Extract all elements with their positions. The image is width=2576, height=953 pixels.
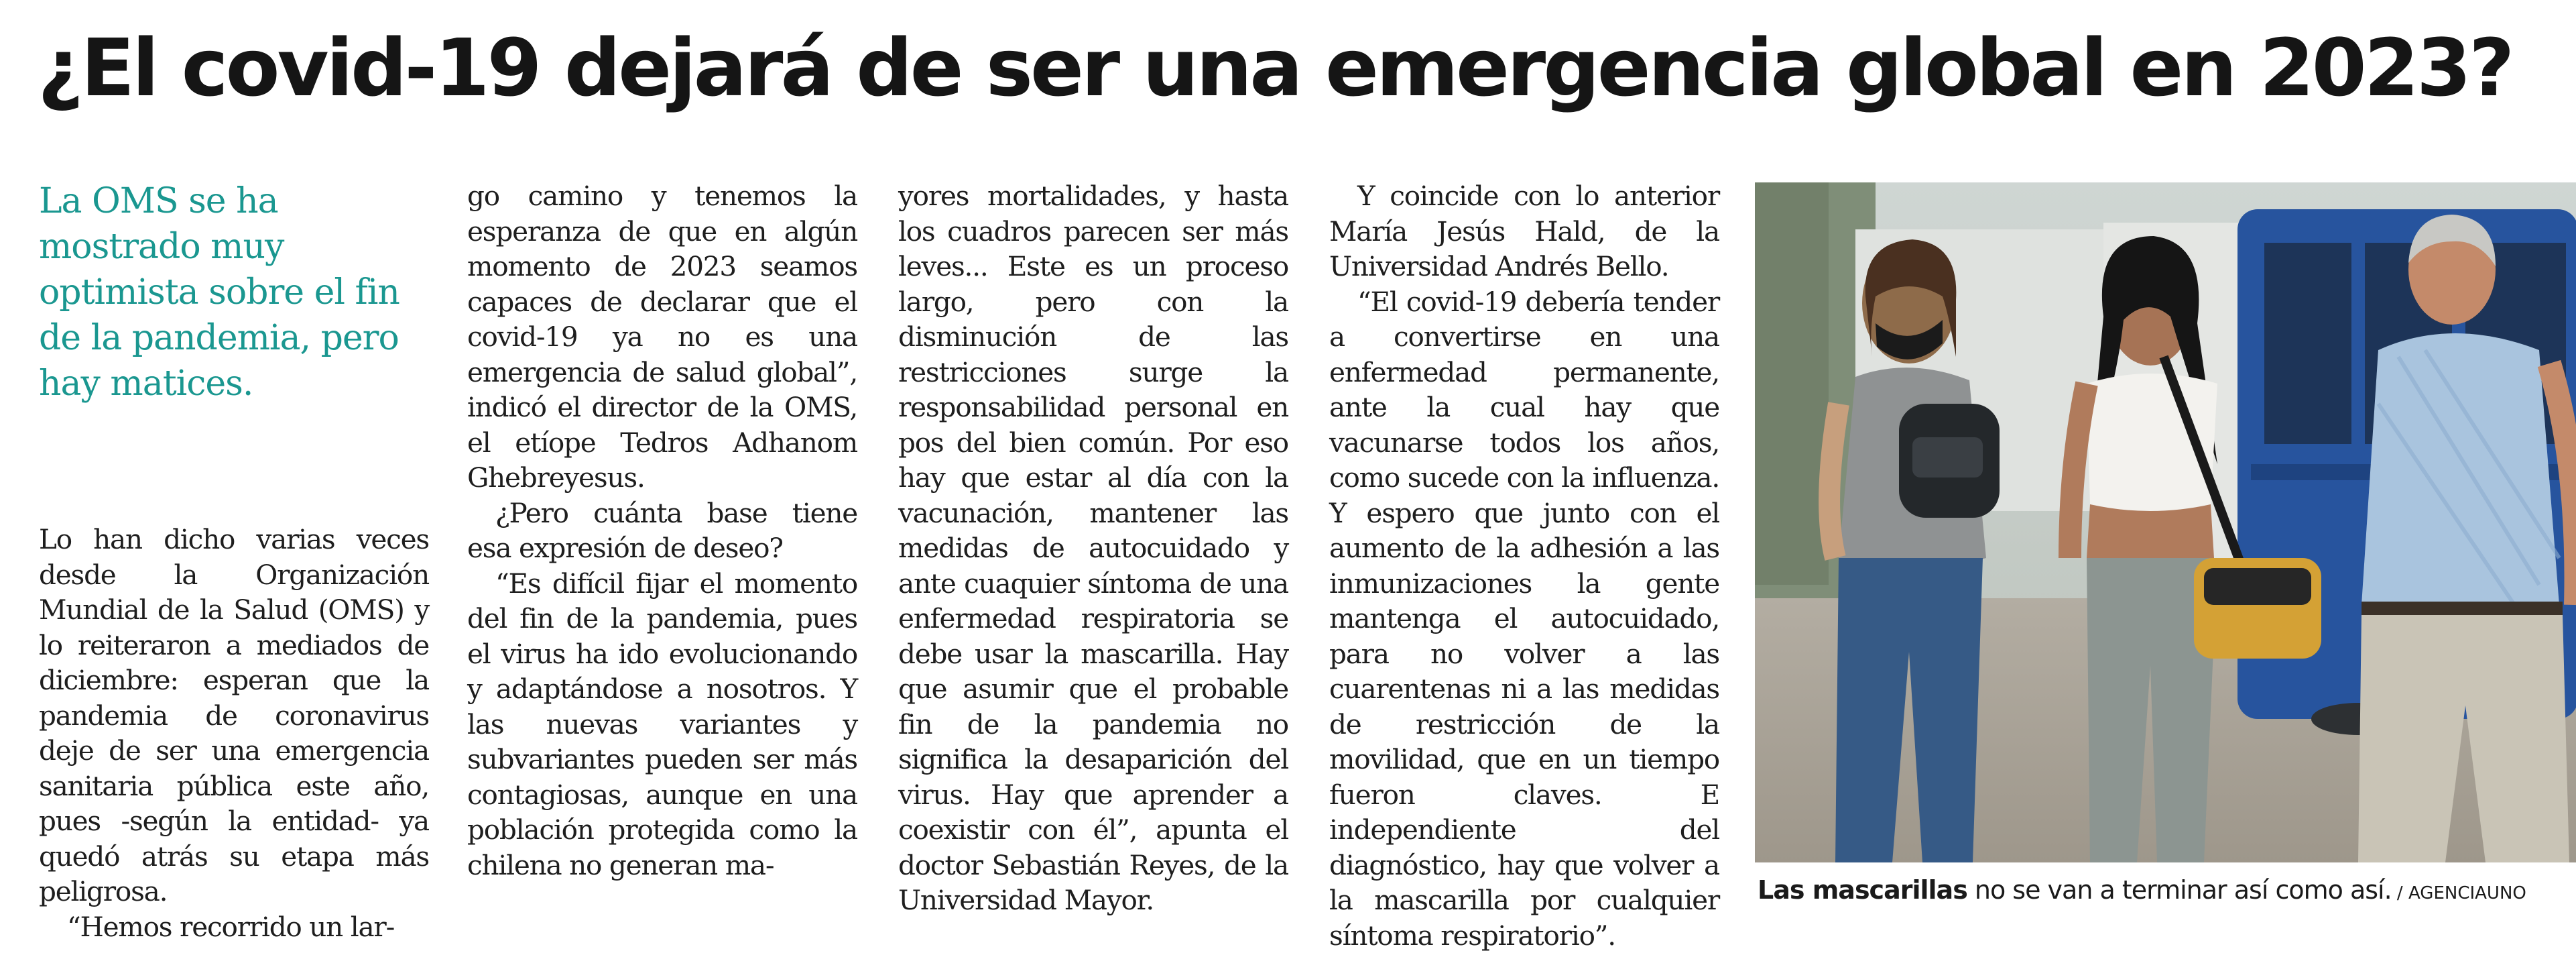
- caption-text: no se van a terminar así como así.: [1967, 875, 2392, 905]
- photo-caption: [1758, 873, 2575, 910]
- article-column-1: [39, 178, 429, 944]
- headline: ¿El covid-19 dejará de ser una emergencia global en 2023?: [38, 24, 2558, 111]
- lead-paragraph: La OMS se ha mostrado muy optimista sobre el fin de la pandemia, pero hay matices.: [39, 178, 429, 406]
- article-column-2: [467, 178, 857, 883]
- news-photo: [1755, 182, 2576, 862]
- article-column-4: [1329, 178, 1719, 953]
- article-paragraph: “Es difícil fijar el momento del fin de la pandemia, pues el virus ha ido evolucionando y adaptándose a nosotros. Y las nuevas variantes y subvariantes pueden ser más contagiosas, aunque en una población protegida como la chilena no generan ma-: [467, 566, 857, 883]
- article-paragraph: Y coincide con lo anterior María Jesús Hald, de la Universidad Andrés Bello.: [1329, 178, 1719, 284]
- caption-bold: Las mascarillas: [1758, 875, 1967, 905]
- article-paragraph: “Hemos recorrido un lar-: [39, 909, 429, 945]
- street-pedestrians-illustration: [1755, 182, 2576, 862]
- article-paragraph: Lo han dicho varias veces desde la Organización Mundial de la Salud (OMS) y lo reiteraron a mediados de diciembre: esperan que la pandemia de coronavirus deje de ser una emergencia sanitaria pública este año, pues -según la entidad- ya quedó atrás su etapa más peligrosa.: [39, 522, 429, 909]
- article-paragraph: ¿Pero cuánta base tiene esa expresión de deseo?: [467, 496, 857, 566]
- article-paragraph: yores mortalidades, y hasta los cuadros parecen ser más leves... Este es un proceso largo, pero con la disminución de las restricciones surge la responsabilidad personal en pos del bien común. Por eso hay que estar al día con la vacunación, mantener las medidas de autocuidado y ante cuaquier síntoma de una enfermedad respiratoria se debe usar la mascarilla. Hay que asumir que el probable fin de la pandemia no significa la desaparición del virus. Hay que aprender a coexistir con él”, apunta el doctor Sebastián Reyes, de la Universidad Mayor.: [898, 178, 1288, 918]
- article-column-3: [898, 178, 1288, 918]
- article-paragraph: “El covid-19 debería tender a convertirse en una enfermedad permanente, ante la cual hay que vacunarse todos los años, como sucede con la influenza. Y espero que junto con el aumento de la adhesión a las inmunizaciones la gente mantenga el autocuidado, para no volver a las cuarentenas ni a las medidas de restricción de la movilidad, que en un tiempo fueron claves. E independiente del diagnóstico, hay que volver a la mascarilla por cualquier síntoma respiratorio”.: [1329, 284, 1719, 953]
- photo-credit: / AGENCIAUNO: [2392, 883, 2526, 903]
- article-paragraph: go camino y tenemos la esperanza de que en algún momento de 2023 seamos capaces de declarar que el covid-19 ya no es una emergencia de salud global”, indicó el director de la OMS, el etíope Tedros Adhanom Ghebreyesus.: [467, 178, 857, 496]
